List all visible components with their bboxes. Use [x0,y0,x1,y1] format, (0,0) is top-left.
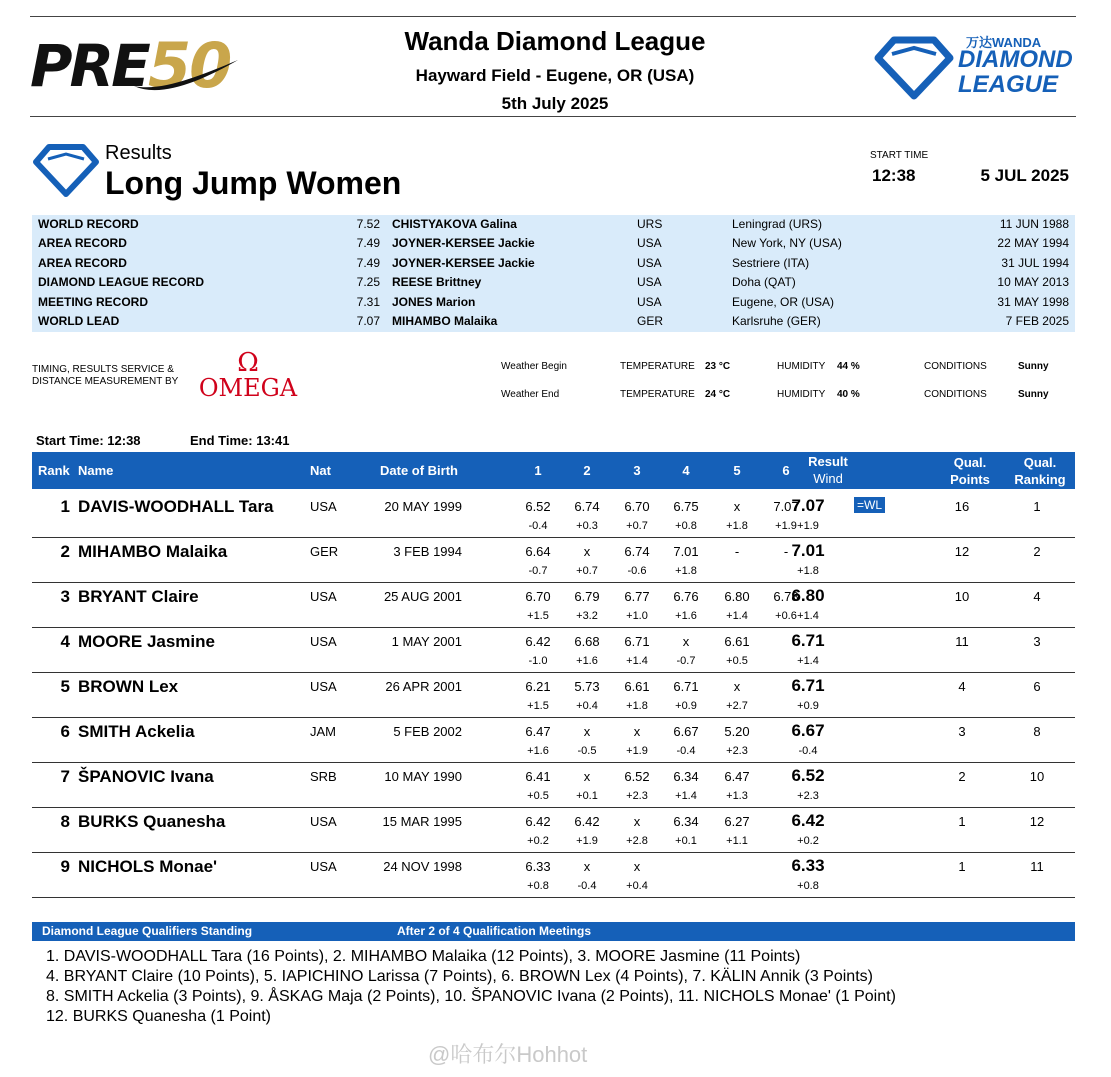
attempt-wind-4: +0.1 [675,835,697,847]
swoosh-icon [130,58,240,92]
qual-ranking: 4 [1033,589,1041,604]
qual-ranking: 10 [1029,769,1045,784]
record-badge: =WL [854,497,885,513]
attempt-wind-1: -0.7 [528,565,548,577]
attempt-wind-5: +0.5 [726,655,748,667]
attempt-wind-2: -0.5 [577,745,597,757]
record-venue: Eugene, OR (USA) [732,294,835,309]
attempt-3: 6.52 [624,769,650,784]
attempt-6: - [783,544,789,559]
attempt-wind-4: +0.9 [675,700,697,712]
record-nat: USA [637,275,662,290]
results-table-header [32,452,1075,489]
attempt-wind-3: +1.8 [626,700,648,712]
record-row [32,273,1075,292]
athlete-name: ŠPANOVIC Ivana [78,767,214,786]
competition-end-time: End Time: 13:41 [190,433,290,448]
dl-diamond-text: DIAMOND [958,46,1073,73]
standing-line-4: 12. BURKS Quanesha (1 Point) [46,1008,272,1025]
athlete-rank: 9 [60,857,70,876]
result-wind: +1.9 [797,520,819,532]
results-label: Results [105,142,172,164]
table-row [32,762,1075,808]
omega-symbol-icon: Ω [237,348,259,378]
athlete-dob: 5 FEB 2002 [393,724,462,739]
attempt-wind-1: +0.5 [527,790,549,802]
athlete-rank: 7 [60,767,70,786]
table-row [32,852,1075,898]
timing-credit [32,364,178,388]
qual-ranking: 12 [1029,814,1045,829]
attempt-4: 6.34 [673,814,699,829]
standing-line-1: 1. DAVIS-WOODHALL Tara (16 Points), 2. MIHAMBO Malaika (12 Points), 3. MOORE Jasmine (11 Points) [46,948,801,965]
attempt-wind-2: +0.7 [576,565,598,577]
diamond-logo-icon [874,34,954,100]
attempt-5: - [734,544,740,559]
record-venue: Karlsruhe (GER) [732,314,821,328]
attempt-6: 6.78 [773,589,799,604]
weather-end-cond: Sunny [1018,389,1049,400]
qual-ranking: 8 [1033,724,1041,739]
attempt-wind-4: -0.4 [676,745,696,757]
record-mark: 7.31 [356,294,380,309]
athlete-result: 7.07 [791,496,825,515]
result-wind: +0.8 [797,880,819,892]
record-athlete: CHISTYAKOVA Galina [392,217,517,231]
table-row [32,492,1075,538]
attempt-wind-2: +0.1 [576,790,598,802]
record-row [32,234,1075,253]
athlete-rank: 5 [60,677,70,696]
record-venue: Sestriere (ITA) [732,255,810,270]
attempt-6: 7.07 [773,499,799,514]
weather-begin-label: Weather Begin [501,361,567,372]
table-row [32,672,1075,718]
qual-points: 11 [955,634,969,649]
record-date: 11 JUN 1988 [999,217,1069,231]
attempt-2: x [583,724,591,739]
attempt-4: 6.34 [673,769,699,784]
qual-points: 1 [958,859,966,874]
athlete-result: 6.52 [791,766,825,785]
weather-begin-hum: 44 % [837,361,860,372]
record-type: WORLD RECORD [38,217,139,231]
th-dob: Date of Birth [380,463,458,478]
attempt-wind-3: +1.4 [626,655,648,667]
athlete-rank: 2 [60,542,70,561]
attempt-1: 6.42 [525,634,551,649]
attempt-5: 6.27 [724,814,750,829]
attempt-2: 6.79 [574,589,600,604]
th-qual-points-1: Qual. [953,455,987,470]
meeting-title: Wanda Diamond League [404,26,706,56]
weather-begin-cond-label: CONDITIONS [924,361,987,372]
record-athlete: JONES Marion [392,294,476,309]
table-row [32,537,1075,583]
weather-end-label: Weather End [501,389,560,400]
attempt-wind-3: +1.0 [626,610,648,622]
attempt-wind-5: +1.8 [726,520,748,532]
event-diamond-icon [32,142,100,198]
weather-begin-cond: Sunny [1018,361,1049,372]
th-nat: Nat [310,463,331,478]
athlete-nat: USA [310,679,337,694]
attempt-2: 6.42 [574,814,600,829]
athlete-dob: 20 MAY 1999 [384,499,462,514]
attempt-3: x [633,859,641,874]
attempt-wind-5: +2.3 [726,745,748,757]
attempt-4: 6.71 [673,679,699,694]
athlete-rank: 6 [60,722,70,741]
athlete-result: 6.71 [791,676,825,695]
th-attempt-1: 1 [534,463,542,478]
records-table [32,215,1075,332]
th-attempt-4: 4 [682,463,690,478]
attempt-wind-1: +1.5 [527,610,549,622]
athlete-result: 6.42 [791,811,825,830]
athlete-result: 7.01 [791,541,825,560]
record-date: 7 FEB 2025 [1005,314,1069,328]
record-mark: 7.52 [356,217,380,231]
qual-ranking: 6 [1033,679,1041,694]
table-row [32,807,1075,853]
meeting-venue: Hayward Field - Eugene, OR (USA) [415,66,695,85]
record-type: AREA RECORD [38,236,127,251]
athlete-name: BRYANT Claire [78,587,199,606]
athlete-name: BURKS Quanesha [78,812,226,831]
athlete-rank: 8 [60,812,70,831]
qual-ranking: 2 [1033,544,1041,559]
record-date: 10 MAY 2013 [997,275,1069,290]
athlete-dob: 1 MAY 2001 [391,634,462,649]
attempt-5: 6.80 [724,589,750,604]
record-venue: Doha (QAT) [732,275,796,290]
result-wind: +1.4 [797,655,819,667]
attempt-wind-2: +0.4 [576,700,598,712]
th-attempt-2: 2 [583,463,591,478]
attempt-5: 6.61 [724,634,750,649]
record-nat: USA [637,236,662,251]
attempt-1: 6.33 [525,859,551,874]
record-row [32,293,1075,312]
attempt-2: x [583,769,591,784]
attempt-1: 6.42 [525,814,551,829]
record-date: 31 JUL 1994 [1001,255,1069,270]
qual-points: 12 [954,544,970,559]
record-nat: GER [637,314,664,328]
record-date: 31 MAY 1998 [997,294,1069,309]
record-type: AREA RECORD [38,255,127,270]
athlete-nat: USA [310,634,337,649]
weather-begin-hum-label: HUMIDITY [777,361,826,372]
athlete-name: NICHOLS Monae' [78,857,218,876]
athlete-nat: USA [310,859,337,874]
result-wind: +1.4 [797,610,819,622]
athlete-nat: JAM [310,724,336,739]
athlete-dob: 15 MAR 1995 [382,814,462,829]
attempt-1: 6.41 [525,769,551,784]
record-mark: 7.49 [356,236,380,251]
qual-points: 4 [958,679,966,694]
record-athlete: REESE Brittney [392,275,482,290]
athlete-dob: 3 FEB 1994 [393,544,462,559]
record-type: MEETING RECORD [38,294,149,309]
result-wind: +0.9 [797,700,819,712]
attempt-wind-2: +0.3 [576,520,598,532]
attempt-wind-4: +1.8 [675,565,697,577]
weather-begin-temp: 23 °C [705,361,731,372]
attempt-wind-4: +0.8 [675,520,697,532]
attempt-2: x [583,544,591,559]
record-venue: New York, NY (USA) [732,236,842,251]
header-top-rule [30,16,1076,17]
athlete-rank: 1 [60,497,70,516]
athlete-dob: 10 MAY 1990 [384,769,462,784]
meeting-date: 5th July 2025 [501,94,609,113]
timing-line-1: TIMING, RESULTS SERVICE & [32,364,174,375]
attempt-wind-1: +1.6 [527,745,549,757]
athlete-dob: 24 NOV 1998 [383,859,462,874]
attempt-4: x [682,634,690,649]
athlete-dob: 25 AUG 2001 [383,589,462,604]
attempt-3: 6.70 [624,499,650,514]
attempt-3: 6.71 [624,634,650,649]
attempt-wind-3: +0.4 [626,880,648,892]
omega-text: OMEGA [198,374,298,402]
attempt-wind-2: +1.6 [576,655,598,667]
athlete-name: DAVIS-WOODHALL Tara [78,497,274,516]
record-row [32,312,1075,331]
athlete-nat: GER [310,544,339,559]
record-mark: 7.25 [356,275,380,290]
athlete-result: 6.71 [791,631,825,650]
athlete-dob: 26 APR 2001 [385,679,462,694]
attempt-4: 6.76 [673,589,699,604]
qual-points: 1 [958,814,966,829]
attempt-1: 6.70 [525,589,551,604]
attempt-wind-2: +1.9 [576,835,598,847]
attempt-wind-3: -0.6 [627,565,647,577]
athlete-result: 6.80 [791,586,825,605]
attempt-5: 5.20 [724,724,750,739]
th-attempt-6: 6 [782,463,790,478]
table-row [32,627,1075,673]
start-date: 5 JUL 2025 [980,166,1069,185]
standing-line-3: 8. SMITH Ackelia (3 Points), 9. ÅSKAG Maja (2 Points), 10. ŠPANOVIC Ivana (2 Points), 11. NICHOLS Monae' (1 Point) [46,988,896,1005]
athlete-nat: USA [310,589,337,604]
attempt-wind-1: +0.2 [527,835,549,847]
standing-title: Diamond League Qualifiers Standing [42,924,253,938]
standing-header [32,922,1075,941]
weather-end-cond-label: CONDITIONS [924,389,987,400]
qual-ranking: 1 [1033,499,1041,514]
pre-50-logo [30,28,231,104]
record-venue: Leningrad (URS) [732,217,823,231]
athlete-name: MOORE Jasmine [78,632,215,651]
attempt-2: 6.68 [574,634,600,649]
attempt-2: 6.74 [574,499,600,514]
result-wind: +2.3 [797,790,819,802]
table-row [32,717,1075,763]
header-bottom-rule [30,116,1076,117]
event-name: Long Jump Women [105,165,402,201]
athlete-result: 6.33 [791,856,825,875]
record-nat: USA [637,255,662,270]
attempt-1: 6.52 [525,499,551,514]
th-name: Name [78,463,114,478]
record-nat: USA [637,294,662,309]
attempt-3: 6.74 [624,544,650,559]
th-qual-ranking-2: Ranking [1014,472,1066,487]
athlete-name: BROWN Lex [78,677,179,696]
attempt-wind-3: +2.8 [626,835,648,847]
th-rank: Rank [38,463,70,478]
table-row [32,582,1075,628]
omega-logo [198,350,298,402]
record-mark: 7.07 [356,314,380,328]
athlete-name: SMITH Ackelia [78,722,195,741]
attempt-wind-5: +2.7 [726,700,748,712]
attempt-3: 6.77 [624,589,650,604]
watermark: @哈布尔Hohhot [428,1042,588,1067]
record-nat: URS [637,217,663,231]
athlete-result: 6.67 [791,721,825,740]
attempt-wind-5: +1.4 [726,610,748,622]
weather-end-temp-label: TEMPERATURE [620,389,695,400]
weather-begin-temp-label: TEMPERATURE [620,361,695,372]
qual-points: 10 [954,589,970,604]
start-time-label: START TIME [870,150,929,161]
timing-line-2: DISTANCE MEASUREMENT BY [32,376,179,387]
attempt-3: 6.61 [624,679,650,694]
attempt-5: 6.47 [724,769,750,784]
th-attempt-3: 3 [633,463,641,478]
attempt-wind-1: +1.5 [527,700,549,712]
record-type: WORLD LEAD [38,314,120,328]
attempt-1: 6.47 [525,724,551,739]
qual-points: 3 [958,724,966,739]
start-time: 12:38 [872,166,916,185]
attempt-wind-3: +0.7 [626,520,648,532]
attempt-4: 7.01 [673,544,699,559]
th-wind: Wind [813,471,843,486]
competition-start-time: Start Time: 12:38 [36,433,141,448]
record-type: DIAMOND LEAGUE RECORD [38,275,205,290]
attempt-wind-1: +0.8 [527,880,549,892]
attempt-wind-2: -0.4 [577,880,597,892]
weather-end-hum-label: HUMIDITY [777,389,826,400]
attempt-4: 6.67 [673,724,699,739]
record-date: 22 MAY 1994 [997,236,1069,251]
attempt-2: 5.73 [574,679,600,694]
dl-wanda-text: 万达WANDA [966,35,1042,50]
attempt-wind-6: +1.9 [775,520,797,532]
attempt-wind-4: +1.6 [675,610,697,622]
attempt-3: x [633,724,641,739]
record-mark: 7.49 [356,255,380,270]
athlete-rank: 3 [60,587,70,606]
th-qual-points-2: Points [950,472,990,487]
th-result: Result [808,454,848,469]
attempt-wind-4: +1.4 [675,790,697,802]
result-wind: +0.2 [797,835,819,847]
weather-end-hum: 40 % [837,389,860,400]
athlete-nat: USA [310,814,337,829]
qual-ranking: 11 [1030,859,1044,874]
weather-end-temp: 24 °C [705,389,731,400]
athlete-rank: 4 [60,632,70,651]
record-athlete: JOYNER-KERSEE Jackie [392,255,535,270]
attempt-wind-4: -0.7 [676,655,696,667]
attempt-wind-5: +1.1 [726,835,748,847]
attempt-1: 6.21 [525,679,551,694]
attempt-wind-5: +1.3 [726,790,748,802]
attempt-1: 6.64 [525,544,551,559]
attempt-wind-3: +1.9 [626,745,648,757]
record-row [32,215,1075,234]
standing-subtitle: After 2 of 4 Qualification Meetings [397,924,592,938]
attempt-wind-2: +3.2 [576,610,598,622]
dl-league-text: LEAGUE [958,71,1059,98]
result-wind: +1.8 [797,565,819,577]
attempt-4: 6.75 [673,499,699,514]
attempt-wind-1: -0.4 [528,520,548,532]
attempt-wind-6: +0.6 [775,610,797,622]
qual-ranking: 3 [1033,634,1041,649]
attempt-3: x [633,814,641,829]
th-qual-ranking-1: Qual. [1023,455,1057,470]
record-athlete: MIHAMBO Malaika [392,314,498,328]
pre-logo-number: 50 [148,29,231,102]
record-athlete: JOYNER-KERSEE Jackie [392,236,535,251]
attempt-2: x [583,859,591,874]
record-row [32,254,1075,273]
athlete-name: MIHAMBO Malaika [78,542,228,561]
result-wind: -0.4 [798,745,818,757]
pre-logo-text: PRE [30,32,148,100]
diamond-league-logo [874,30,1079,102]
athlete-nat: SRB [310,769,337,784]
attempt-wind-1: -1.0 [528,655,548,667]
attempt-5: x [733,499,741,514]
qual-points: 16 [954,499,970,514]
th-attempt-5: 5 [733,463,741,478]
qual-points: 2 [958,769,966,784]
attempt-wind-3: +2.3 [626,790,648,802]
athlete-nat: USA [310,499,337,514]
standing-line-2: 4. BRYANT Claire (10 Points), 5. IAPICHINO Larissa (7 Points), 6. BROWN Lex (4 Points), 7. KÄLIN Annik (3 Points) [46,968,873,985]
attempt-5: x [733,679,741,694]
